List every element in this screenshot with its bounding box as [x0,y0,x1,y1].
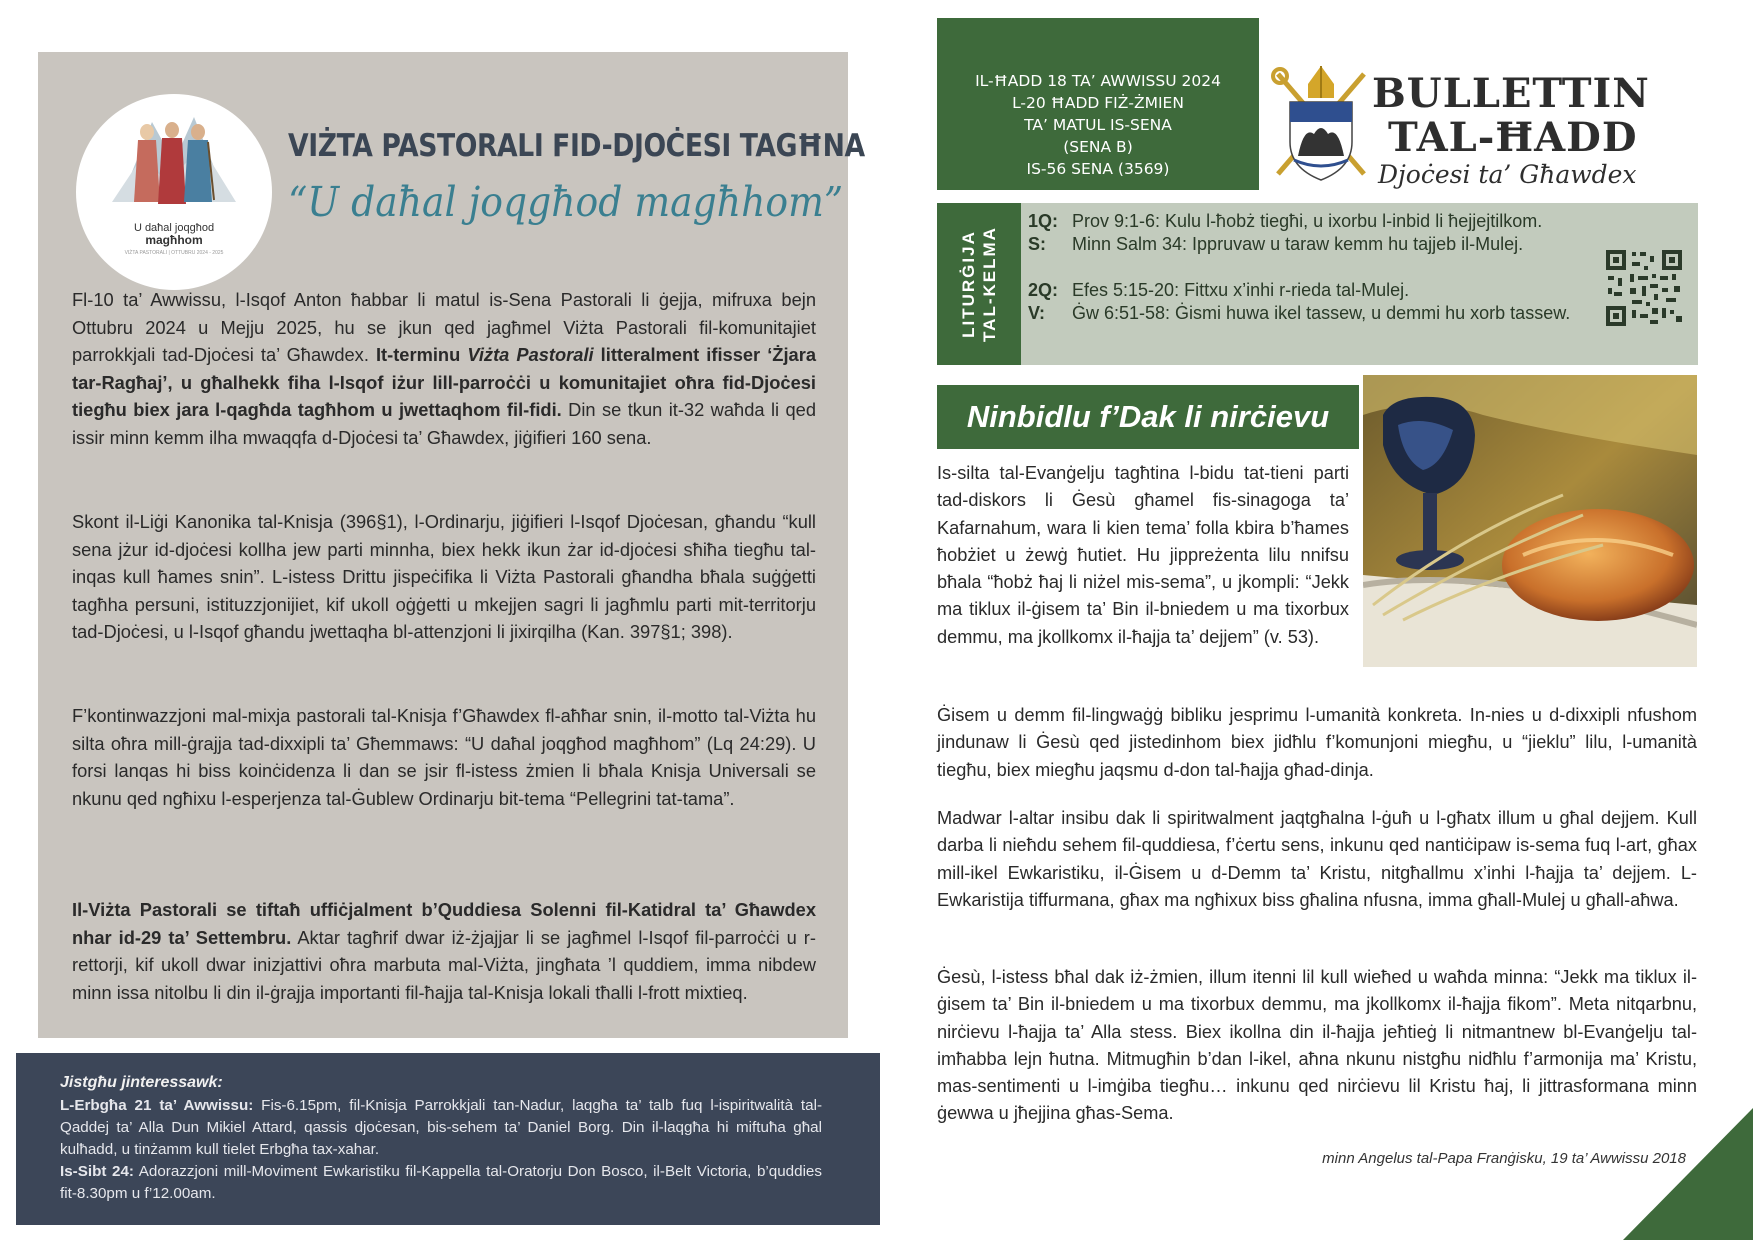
reading-text: Prov 9:1-6: Kulu l-ħobż tiegħi, u ixorbu l-inbid li ħejjejtilkom. [1072,211,1543,231]
visit-motto: “U daħal joqgħod magħhom” [288,178,844,226]
text-run: Aktar tagħrif dwar iż-żjajjar li se jagħmel l-Isqof fil-parroċċi u r-rettorji, kif ukoll dwar inizjattivi oħra marbuta mal-Viżta, jingħata ’l quddiem, imma nibdew minn issa nitolbu li din il-ġrajja importanti fil-ħajja tal-Knisja lokali tħalli l-frott mixtieq. [72,926,816,1003]
date-line: TA’ MATUL IS-SENA [1024,116,1172,134]
article-paragraph-4: Ġesù, l-istess bħal dak iż-żmien, illum itenni lil kull wieħed u waħda minna: “Jekk ma tiklux il-ġisem ta’ Bin il-bniedem u ma tixorbux demmu, ma jkollkomx il-ħajja fikom”. Meta nitqarbnu, nirċievu l-ħajja ta’ Alla stess. Biex ikollna din il-ħajja jeħtieġ li nitmantnew bl-Evanġelju tal-imħabba lejn ħutna. Mitmugħin b’dan l-ikel, aħna nkunu nistgħu nidħlu f’armonija ma’ Kristu, mas-sentimenti u l-imġiba tiegħu… inkunu qed nirċievu lil Kristu ħaj, li jittrasformana minn ġewwa u jħejjina għas-Sema. [937,967,1697,1124]
reading-text: Efes 5:15-20: Fittxu x’inhi r-rieda tal-Mulej. [1072,280,1410,300]
text-run: litteralment ifisser ‘Żjara tar-Ragħaj’, u għalhekk fiha l-Isqof iżur lill-parroċċi u komunitajiet oħra fid-Djoċesi tiegħu biex jara l-qagħda tagħhom u jwettaqhom fil-fidi. [72,344,816,420]
qr-code-icon[interactable] [1604,248,1684,328]
logo-caption-line1: U daħal joqgħod [133,222,215,234]
chalice-and-bread-painting [1363,375,1697,667]
bulletin-title-line1: BULLETTIN [1372,70,1650,117]
corner-triangle-decoration [1623,1108,1753,1240]
text-run: Din se tkun it-32 waħda li qed issir minn kemm ilha mwaqqfa d-Djoċesi ta’ Għawdex, jiġifieri 160 sena. [72,399,816,448]
reading-key: 1Q: [1028,211,1059,231]
event-text: Fis-6.15pm, fil-Knisja Parrokkjali tan-Nadur, laqgħa ta’ talb fuq l-ispiritwalità tal-Qaddej ta’ Alla Dun Mikiel Attard, qassis djoċesan, bis-sehem ta’ Daniel Borg. Din il-laqgħa hi miftuħa għal kulħadd, u tinżamm kull tielet Erbgħa tax-xahar. [60,1097,823,1158]
visit-paragraph-3: F’kontinwazzjoni mal-mixja pastorali tal-Knisja f’Għawdex fl-aħħar snin, il-motto tal-Viżta hu silta oħra mill-ġrajja tad-dixxipli ta’ Għemmaws: “U daħal joqgħod magħhom” (Lq 24:29). U forsi lanqas hi biss koinċidenza li dan se jsir fl-istess żmien li bħala Knisja Universali se nkunu qed ngħixu l-esperjenza tal-Ġublew Ordinarju bit-tema “Pellegrini tat-tama”. [72,705,816,809]
reading-key: S: [1028,234,1046,254]
liturgy-label-line2: TAL-KELMA [980,226,1000,342]
text-run: Fl-10 ta’ Awwissu, l-Isqof Anton ħabbar li matul is-Sena Pastorali li ġejja, mifruxa bejn Ottubru 2024 u Mejju 2025, hu se jkun qed jagħmel Viżta Pastorali fil-komunitajiet parrokkjali tad-Djoċesi ta’ Għawdex. [72,289,816,365]
diocese-name: Djoċesi ta’ Għawdex [1378,160,1637,189]
article-paragraph-2: Ġisem u demm fil-lingwaġġ bibliku jesprimu l-umanità konkreta. In-nies u d-dixxipli nfushom jindunaw li Ġesù qed jistedinhom biex jidħlu f’komunjoni miegħu, u “jieklu” lilu, l-umanità tiegħu, biex miegħu jaqsmu d-don tal-ħajja għad-dinja. [937,705,1697,780]
liturgy-label-line1: LITURĠIJA [959,230,979,338]
events-title: Jistgħu jinteressawk: [60,1074,223,1091]
logo-caption-line3: VIŻTA PASTORALI | OTTUBRU 2024 - 2025 [124,250,224,256]
event-item [60,1095,822,1161]
article-source: minn Angelus tal-Papa Franġisku, 19 ta’ Awwissu 2018 [1322,1150,1686,1167]
logo-caption-line2: magħhom [145,233,203,247]
reading-text: Ġw 6:51-58: Ġismi huwa ikel tassew, u demmi hu xorb tassew. [1072,303,1571,323]
visit-paragraph-1 [72,286,816,451]
text-run: It-terminu [375,344,468,365]
date-line: IS-56 SENA (3569) [1026,160,1170,178]
visit-paragraph-4 [72,896,816,1006]
bulletin-title-line2: TAL-ĦADD [1388,114,1638,161]
visit-paragraph-2: Skont il-Liġi Kanonika tal-Knisja (396§1), l-Ordinarju, jiġifieri l-Isqof Djoċesan, għandu “kull sena jżur id-djoċesi kollha jew parti minnha, biex hekk ikun żar id-djoċesi sħiħa tiegħu tal-inqas kull ħames snin”. L-istess Drittu jispeċifika li Viżta Pastorali għandha bħala suġġetti tagħha persuni, istituzzjonijiet, kif ukoll oġġetti u mkejjen sagri li jagħmlu parti mit-territorju tad-Djoċesi, u l-Isqof għandu jwettaqha bl-attenzjoni li jixirqilha (Kan. 397§1; 398). [72,511,816,642]
event-label: Is-Sibt 24: [60,1163,134,1180]
reading-text: Minn Salm 34: Ippruvaw u taraw kemm hu tajjeb il-Mulej. [1072,234,1524,254]
article-paragraph-1: Is-silta tal-Evanġelju tagħtina l-bidu tat-tieni parti tad-diskors li Ġesù għamel fis-sinagoga ta’ Kafarnahum, wara li kien tema’ folla kbira b’ħames ħobżiet u żewġ ħutiet. Hu jippreżenta lilu nnifsu bħala “ħobż ħaj li niżel mis-sema”, u jkompli: “Jekk ma tiklux il-ġisem ta’ Bin il-bniedem u ma tixorbux demmu, ma jkollkomx il-ħajja ta’ dejjem” (v. 53). [937,463,1349,647]
article-title: Ninbidlu f’Dak li nirċievu [966,399,1330,434]
date-box [937,18,1259,190]
diocese-coat-of-arms-icon [1268,64,1374,190]
text-run: Il-Viżta Pastorali se tiftaħ uffiċjalment b’Quddiesa Solenni fil-Katidral ta’ Għawdex nhar id-29 ta’ Settembru. [72,899,816,948]
reading-key: 2Q: [1028,280,1059,300]
date-line: IL-ĦADD 18 TA’ AWWISSU 2024 [975,72,1221,90]
reading-key: V: [1028,303,1046,323]
liturgy-label [937,203,1021,365]
event-text: Adorazzjoni mill-Moviment Ewkaristiku fil-Kappella tal-Oratorju Don Bosco, il-Belt Victoria, b’quddies fit-8.30pm u f’12.00am. [60,1163,822,1202]
date-line: L-20 ĦADD FIŻ-ŻMIEN [1012,94,1184,112]
text-run: Viżta Pastorali [467,344,594,365]
emmaus-figures-illustration [112,102,236,222]
date-line: (SENA B) [1063,138,1133,156]
article-paragraph-3: Madwar l-altar insibu dak li spiritwalment jaqtgħalna l-ġuħ u l-għatx illum u għal dejjem. Kull darba li nieħdu sehem fil-quddiesa, f’ċertu sens, inkunu qed nantiċipaw is-sema fuq l-art, għax mill-ikel Ewkaristiku, il-Ġisem u d-Demm ta’ Kristu, nitgħallmu x’inhi l-ħajja ta’ dejjem. L-Ewkaristija tiffurmana, għax ma ngħixux biss għalina nfusna, imma għall-Mulej u għall-aħwa. [937,808,1697,910]
visit-title: VIŻTA PASTORALI FID-DJOĊESI TAGĦNA [288,128,865,164]
event-item [60,1161,822,1205]
visit-logo-caption [76,222,272,259]
event-label: L-Erbgħa 21 ta’ Awwissu: [60,1097,254,1114]
